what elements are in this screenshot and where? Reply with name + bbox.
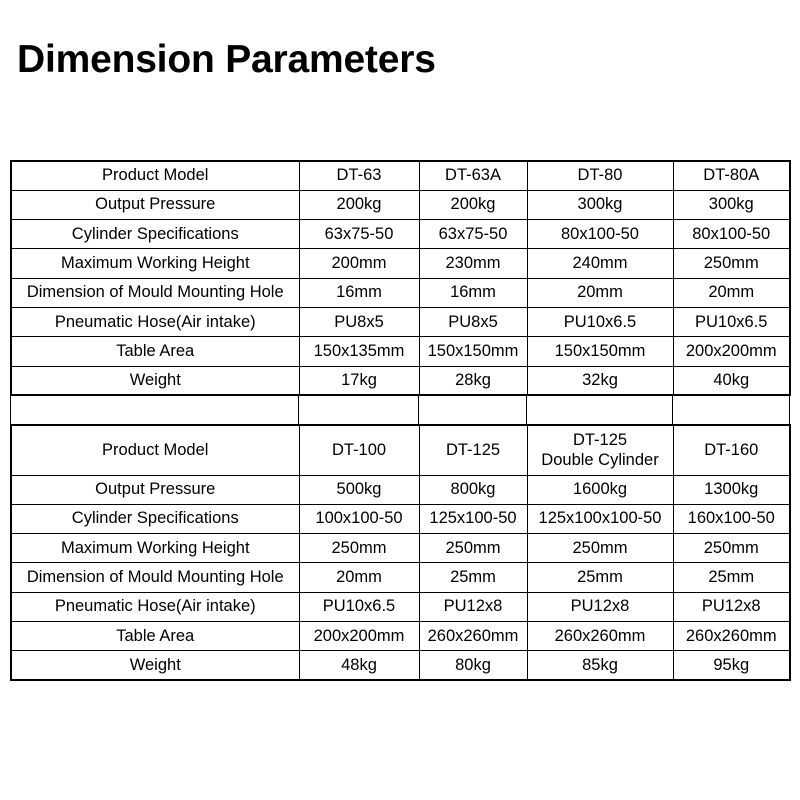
table-cell: 260x260mm	[419, 621, 527, 650]
table-cell: 20mm	[527, 278, 673, 307]
table-cell: PU10x6.5	[527, 307, 673, 336]
table-cell: 17kg	[299, 366, 419, 395]
table-cell: PU8x5	[419, 307, 527, 336]
table-row	[11, 190, 790, 219]
model-name-line1: DT-125	[572, 431, 628, 450]
table-cell: 300kg	[527, 190, 673, 219]
table-cell: PU8x5	[299, 307, 419, 336]
table-cell: 260x260mm	[527, 621, 673, 650]
table-cell: 40kg	[673, 366, 790, 395]
table-row	[11, 337, 790, 366]
row-label: Output Pressure	[11, 475, 299, 504]
model-name: DT-100	[299, 425, 419, 475]
table-cell: 25mm	[673, 563, 790, 592]
model-name-line2: Double Cylinder	[541, 451, 659, 470]
row-label: Cylinder Specifications	[11, 504, 299, 533]
table-row	[11, 249, 790, 278]
row-label: Maximum Working Height	[11, 249, 299, 278]
table-cell: 20mm	[673, 278, 790, 307]
table-cell: 500kg	[299, 475, 419, 504]
row-label: Maximum Working Height	[11, 534, 299, 563]
page-title: Dimension Parameters	[17, 38, 436, 81]
table-cell: 25mm	[419, 563, 527, 592]
row-label: Table Area	[11, 337, 299, 366]
table-cell: 250mm	[419, 534, 527, 563]
row-label: Output Pressure	[11, 190, 299, 219]
table-row	[11, 220, 790, 249]
table-cell: 125x100x100-50	[527, 504, 673, 533]
spacer-cell	[673, 396, 790, 424]
table-cell: 80kg	[419, 651, 527, 680]
row-label: Product Model	[11, 161, 299, 190]
table-cell: 250mm	[299, 534, 419, 563]
table-cell: 150x135mm	[299, 337, 419, 366]
table-cell: PU12x8	[673, 592, 790, 621]
spacer-row	[11, 396, 790, 424]
table-spacer	[10, 396, 790, 424]
table-header-row	[11, 425, 790, 475]
table-cell: 260x260mm	[673, 621, 790, 650]
model-name: DT-63	[299, 161, 419, 190]
spacer-cell	[11, 396, 299, 424]
table-cell: 160x100-50	[673, 504, 790, 533]
table-row	[11, 366, 790, 395]
table-cell: 1600kg	[527, 475, 673, 504]
table-cell: 100x100-50	[299, 504, 419, 533]
model-name: DT-125	[419, 425, 527, 475]
row-label: Pneumatic Hose(Air intake)	[11, 592, 299, 621]
table-cell: 200kg	[299, 190, 419, 219]
row-label: Weight	[11, 651, 299, 680]
table-row	[11, 563, 790, 592]
table-cell: 250mm	[673, 534, 790, 563]
table-cell: 230mm	[419, 249, 527, 278]
table-row	[11, 504, 790, 533]
table-row	[11, 592, 790, 621]
table-cell: 16mm	[299, 278, 419, 307]
spec-table-1	[10, 160, 791, 396]
table-cell: 63x75-50	[299, 220, 419, 249]
table-cell: 95kg	[673, 651, 790, 680]
table-cell: 48kg	[299, 651, 419, 680]
table-cell: 200x200mm	[299, 621, 419, 650]
table-cell: 200kg	[419, 190, 527, 219]
row-label: Product Model	[11, 425, 299, 475]
table-row	[11, 621, 790, 650]
model-name: DT-63A	[419, 161, 527, 190]
spacer-cell	[299, 396, 419, 424]
spacer-cell	[419, 396, 527, 424]
table-row	[11, 475, 790, 504]
table-cell: 80x100-50	[673, 220, 790, 249]
table-cell: 25mm	[527, 563, 673, 592]
table-cell: 28kg	[419, 366, 527, 395]
spec-table-2	[10, 424, 791, 681]
table-cell: 16mm	[419, 278, 527, 307]
table-cell: 63x75-50	[419, 220, 527, 249]
table-cell: 150x150mm	[419, 337, 527, 366]
table-cell: 250mm	[527, 534, 673, 563]
table-cell: 800kg	[419, 475, 527, 504]
table-cell: 200mm	[299, 249, 419, 278]
model-name	[527, 425, 673, 475]
table-cell: 250mm	[673, 249, 790, 278]
table-cell: 200x200mm	[673, 337, 790, 366]
table-cell: PU10x6.5	[299, 592, 419, 621]
table-row	[11, 651, 790, 680]
row-label: Table Area	[11, 621, 299, 650]
table-cell: 300kg	[673, 190, 790, 219]
row-label: Weight	[11, 366, 299, 395]
model-name: DT-80A	[673, 161, 790, 190]
table-cell: PU10x6.5	[673, 307, 790, 336]
table-cell: 125x100-50	[419, 504, 527, 533]
table-cell: PU12x8	[419, 592, 527, 621]
table-cell: 85kg	[527, 651, 673, 680]
model-name: DT-160	[673, 425, 790, 475]
table-row	[11, 534, 790, 563]
table-cell: 80x100-50	[527, 220, 673, 249]
table-header-row	[11, 161, 790, 190]
table-cell: 20mm	[299, 563, 419, 592]
row-label: Pneumatic Hose(Air intake)	[11, 307, 299, 336]
table-row	[11, 307, 790, 336]
row-label: Dimension of Mould Mounting Hole	[11, 563, 299, 592]
table-cell: 150x150mm	[527, 337, 673, 366]
row-label: Dimension of Mould Mounting Hole	[11, 278, 299, 307]
table-cell: 240mm	[527, 249, 673, 278]
table-row	[11, 278, 790, 307]
model-name: DT-80	[527, 161, 673, 190]
spacer-cell	[527, 396, 673, 424]
table-cell: 1300kg	[673, 475, 790, 504]
table-cell: PU12x8	[527, 592, 673, 621]
row-label: Cylinder Specifications	[11, 220, 299, 249]
table-cell: 32kg	[527, 366, 673, 395]
